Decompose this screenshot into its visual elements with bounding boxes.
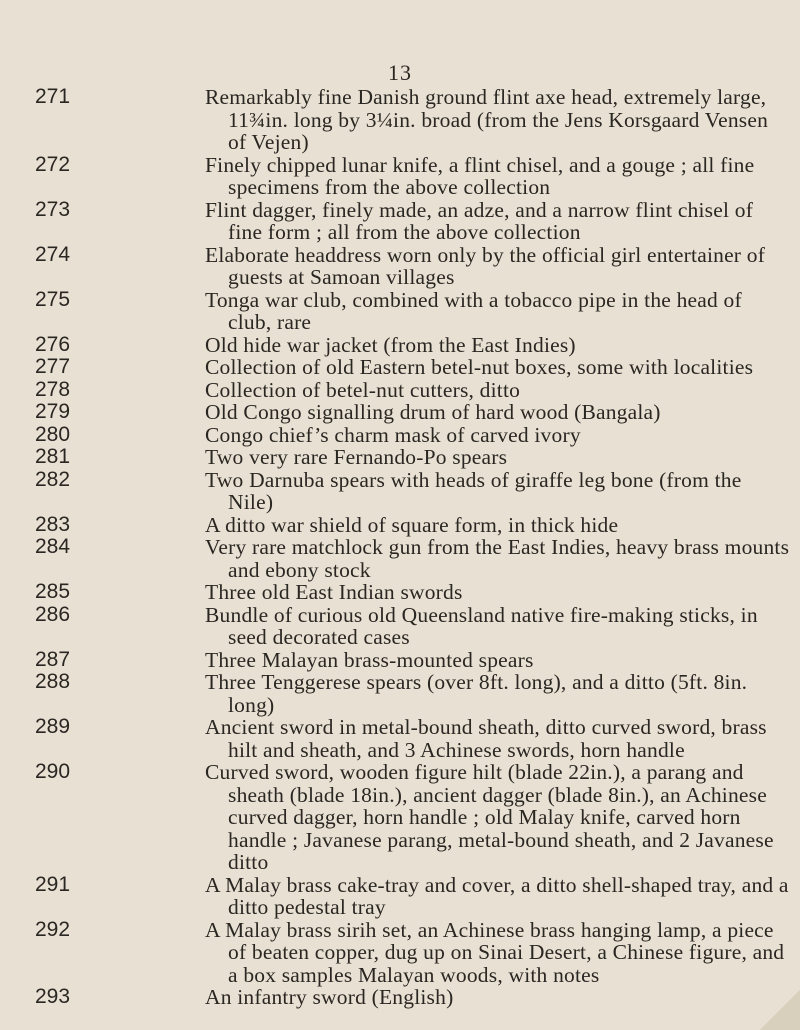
- lot-number: 284: [34, 535, 71, 558]
- lot-number: 287: [34, 647, 71, 671]
- lot-description: Elaborate headdress worn only by the official girl entertainer of guests at Samoan villages: [205, 242, 766, 289]
- lot-number: 289: [34, 715, 71, 738]
- lot-description: Collection of old Eastern betel-nut boxes, some with localities: [205, 355, 754, 379]
- lot-number: 280: [34, 422, 71, 446]
- lot-entry: [0, 604, 800, 649]
- lot-number: 271: [34, 85, 71, 108]
- lot-number: 286: [34, 602, 71, 626]
- lot-entry: [0, 469, 800, 514]
- lot-entry: [0, 356, 800, 379]
- lot-entry: [0, 536, 800, 581]
- lot-description: Bundle of curious old Queensland native fire-making sticks, in seed decorated cases: [205, 602, 758, 649]
- lot-entry: [0, 649, 800, 672]
- lot-entry: [0, 244, 800, 289]
- lot-entry: [0, 581, 800, 604]
- lot-description: Two Darnuba spears with heads of giraffe leg bone (from the Nile): [205, 467, 742, 514]
- lot-entry: [0, 874, 800, 919]
- lot-number: 291: [34, 872, 71, 896]
- lot-description: Collection of betel-nut cutters, ditto: [205, 377, 521, 402]
- page-number: 13: [388, 60, 412, 85]
- page-corner: [760, 990, 800, 1030]
- lot-description: A Malay brass cake-tray and cover, a ditto shell-shaped tray, and a ditto pedestal tray: [205, 872, 789, 919]
- lot-description: Ancient sword in metal-bound sheath, ditto curved sword, brass hilt and sheath, and 3 Achinese swords, horn handle: [205, 715, 767, 762]
- lot-entry: [0, 986, 800, 1009]
- lot-number: 288: [34, 670, 71, 693]
- lot-entry: [0, 446, 800, 469]
- lot-number: 273: [34, 197, 71, 221]
- lot-description: A ditto war shield of square form, in thick hide: [205, 512, 619, 537]
- lot-entry: [0, 716, 800, 761]
- lot-number: 276: [34, 332, 71, 356]
- lot-entry: [0, 424, 800, 447]
- lot-description: Remarkably fine Danish ground flint axe head, extremely large, 11¾in. long by 3¼in. broad (from the Jens Korsgaard Vensen of Vejen): [205, 85, 769, 154]
- lot-description: Three Tenggerese spears (over 8ft. long), and a ditto (5ft. 8in. long): [205, 670, 748, 717]
- lot-description: Three Malayan brass-mounted spears: [205, 647, 534, 672]
- lot-entry: [0, 761, 800, 874]
- lot-description: Very rare matchlock gun from the East Indies, heavy brass mounts and ebony stock: [205, 535, 790, 582]
- lot-list: [0, 86, 800, 1009]
- lot-description: Flint dagger, finely made, an adze, and a narrow flint chisel of fine form ; all from the above collection: [205, 197, 754, 244]
- lot-description: Finely chipped lunar knife, a flint chisel, and a gouge ; all fine specimens from the above collection: [205, 152, 755, 199]
- lot-description: A Malay brass sirih set, an Achinese brass hanging lamp, a piece of beaten copper, dug up on Sinai Desert, a Chinese figure, and a box samples Malayan woods, with notes: [205, 917, 785, 987]
- lot-entry: [0, 86, 800, 154]
- lot-number: 279: [34, 400, 71, 423]
- lot-description: Old Congo signalling drum of hard wood (Bangala): [205, 400, 661, 424]
- lot-number: 272: [34, 152, 71, 176]
- lot-number: 274: [34, 242, 71, 266]
- lot-description: Two very rare Fernando-Po spears: [205, 445, 508, 469]
- lot-entry: [0, 289, 800, 334]
- lot-entry: [0, 154, 800, 199]
- lot-description: Tonga war club, combined with a tobacco pipe in the head of club, rare: [205, 287, 742, 334]
- lot-description: Curved sword, wooden figure hilt (blade 22in.), a parang and sheath (blade 18in.), ancient dagger (blade 8in.), an Achinese curved dagger, horn handle ; old Malay knife, carved horn handle ; Javanese parang, metal-bound sheath, and 2 Javanese ditto: [205, 760, 774, 874]
- lot-description: Congo chief’s charm mask of carved ivory: [205, 422, 581, 447]
- lot-number: 282: [34, 467, 71, 491]
- lot-number: 292: [34, 917, 71, 941]
- lot-number: 285: [34, 580, 71, 603]
- lot-number: 293: [34, 985, 71, 1008]
- lot-entry: [0, 919, 800, 987]
- lot-entry: [0, 334, 800, 357]
- lot-number: 283: [34, 512, 71, 536]
- lot-entry: [0, 199, 800, 244]
- lot-number: 290: [34, 760, 71, 783]
- lot-number: 281: [34, 445, 71, 468]
- lot-description: Old hide war jacket (from the East Indies): [205, 332, 576, 357]
- lot-number: 275: [34, 287, 71, 311]
- lot-number: 277: [34, 355, 71, 378]
- lot-description: Three old East Indian swords: [205, 580, 463, 604]
- lot-number: 278: [34, 377, 71, 401]
- lot-entry: [0, 671, 800, 716]
- lot-entry: [0, 401, 800, 424]
- lot-entry: [0, 514, 800, 537]
- lot-entry: [0, 379, 800, 402]
- lot-description: An infantry sword (English): [205, 985, 454, 1009]
